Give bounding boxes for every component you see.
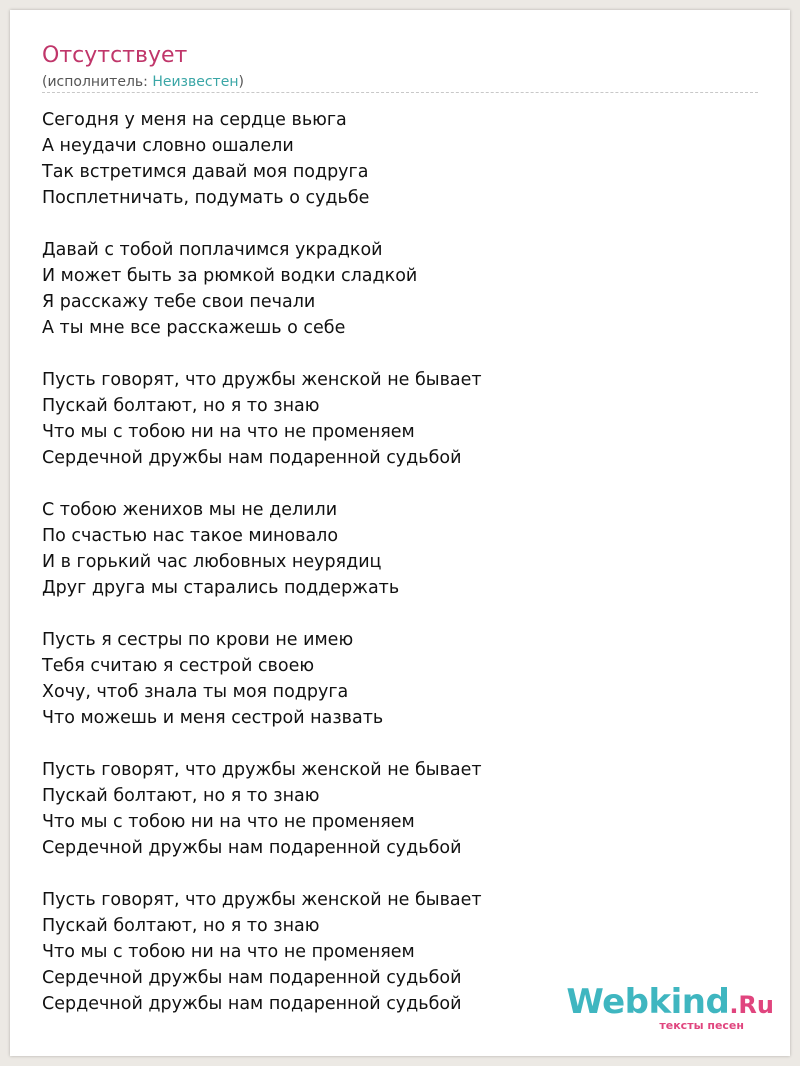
lyrics-stanza bbox=[42, 497, 742, 601]
lyric-line: Посплетничать, подумать о судьбе bbox=[42, 188, 370, 208]
webkind-logo bbox=[566, 982, 774, 1042]
song-title: Отсутствует bbox=[42, 43, 188, 68]
artist-link[interactable]: Неизвестен bbox=[152, 74, 239, 90]
lyrics-stanza bbox=[42, 627, 742, 731]
lyric-line: Сердечной дружбы нам подаренной судьбой bbox=[42, 448, 462, 468]
lyric-line: Что мы с тобою ни на что не променяем bbox=[42, 942, 415, 962]
lyric-line: С тобою женихов мы не делили bbox=[42, 500, 338, 520]
lyric-line: И может быть за рюмкой водки сладкой bbox=[42, 266, 418, 286]
lyric-line: Я расскажу тебе свои печали bbox=[42, 292, 316, 312]
lyrics-stanza bbox=[42, 237, 742, 341]
lyric-line: Пускай болтают, но я то знаю bbox=[42, 916, 320, 936]
lyric-line: И в горький час любовных неурядиц bbox=[42, 552, 382, 572]
lyric-line: Давай с тобой поплачимся украдкой bbox=[42, 240, 383, 260]
lyric-line: По счастью нас такое миновало bbox=[42, 526, 339, 546]
lyric-line: Пусть говорят, что дружбы женской не бывает bbox=[42, 760, 482, 780]
lyrics-stanza bbox=[42, 757, 742, 861]
song-header bbox=[42, 42, 758, 92]
header-divider bbox=[42, 92, 758, 93]
lyric-line: Пусть говорят, что дружбы женской не бывает bbox=[42, 370, 482, 390]
lyric-line: Сегодня у меня на сердце вьюга bbox=[42, 110, 347, 130]
lyric-line: Пусть говорят, что дружбы женской не бывает bbox=[42, 890, 482, 910]
logo-brand: Webkind bbox=[566, 982, 730, 1022]
lyric-line: Так встретимся давай моя подруга bbox=[42, 162, 369, 182]
logo-tld: .Ru bbox=[729, 991, 774, 1019]
lyrics-stanza bbox=[42, 107, 742, 211]
lyric-line: Что мы с тобою ни на что не променяем bbox=[42, 812, 415, 832]
lyric-line: Сердечной дружбы нам подаренной судьбой bbox=[42, 994, 462, 1014]
lyric-line: Пускай болтают, но я то знаю bbox=[42, 786, 320, 806]
lyric-line: Сердечной дружбы нам подаренной судьбой bbox=[42, 838, 462, 858]
lyric-line: А неудачи словно ошалели bbox=[42, 136, 294, 156]
lyric-line: Что мы с тобою ни на что не променяем bbox=[42, 422, 415, 442]
lyric-line: Пусть я сестры по крови не имею bbox=[42, 630, 354, 650]
artist-line bbox=[42, 72, 758, 92]
artist-suffix: ) bbox=[238, 74, 244, 90]
lyric-line: Хочу, чтоб знала ты моя подруга bbox=[42, 682, 349, 702]
lyric-line: А ты мне все расскажешь о себе bbox=[42, 318, 346, 338]
lyric-line: Друг друга мы старались поддержать bbox=[42, 578, 400, 598]
lyric-line: Что можешь и меня сестрой назвать bbox=[42, 708, 384, 728]
lyric-line: Сердечной дружбы нам подаренной судьбой bbox=[42, 968, 462, 988]
lyrics-stanza bbox=[42, 367, 742, 471]
lyric-line: Тебя считаю я сестрой своею bbox=[42, 656, 315, 676]
lyrics-body bbox=[42, 107, 742, 1043]
lyric-line: Пускай болтают, но я то знаю bbox=[42, 396, 320, 416]
logo-tagline: тексты песен bbox=[659, 1019, 744, 1032]
lyrics-sheet bbox=[10, 10, 790, 1056]
artist-prefix: (исполнитель: bbox=[42, 74, 153, 90]
